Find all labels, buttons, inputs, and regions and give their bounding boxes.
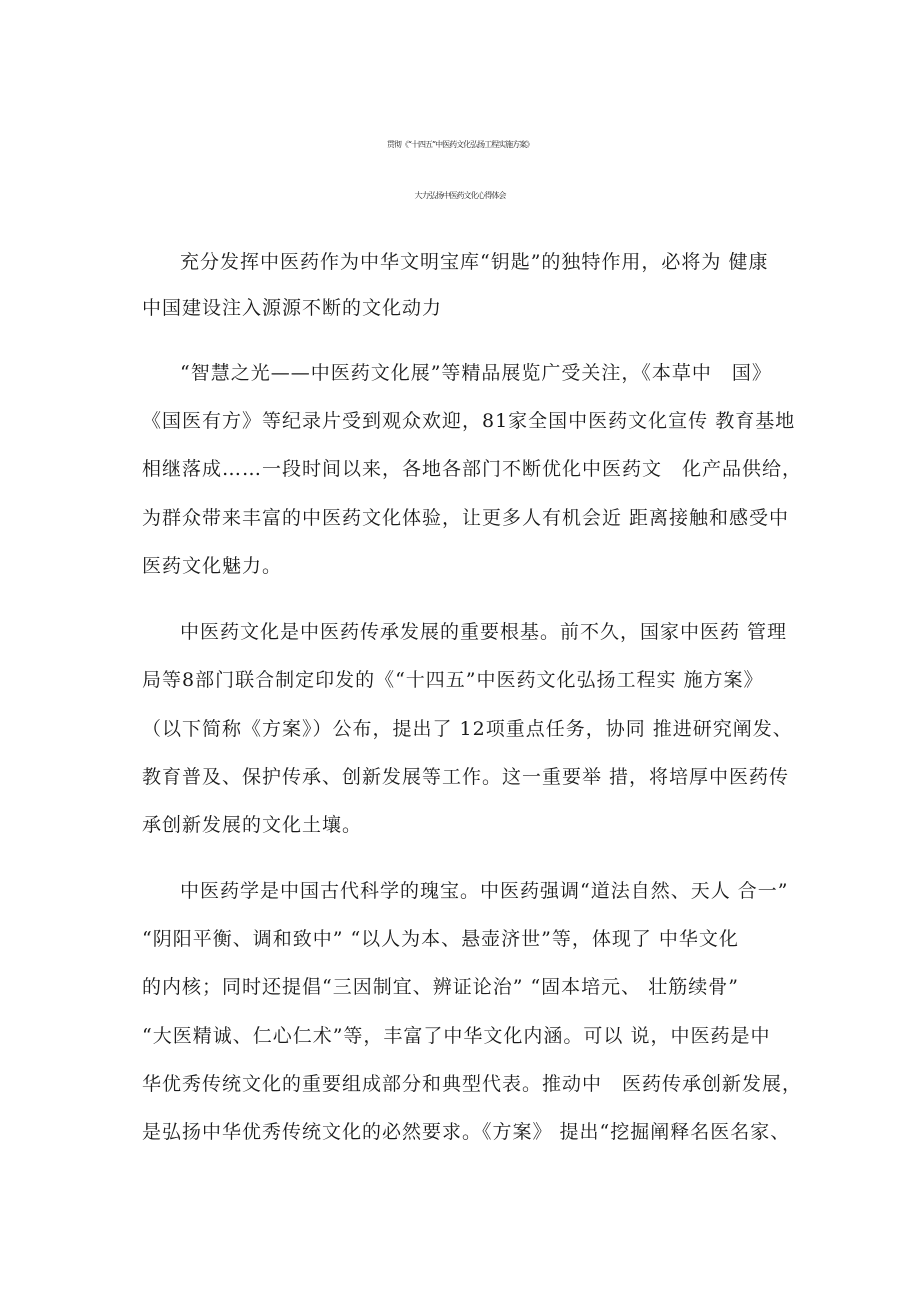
paragraph-1-line-1: 充分发挥中医药作为中华文明宝库“钥匙”的独特作用，必将为 健康 <box>180 251 769 273</box>
document-title-line-1: 贯彻《“十四五”中医药文化弘扬工程实施方案》 <box>386 140 534 149</box>
paragraph-3-line-1: 中医药文化是中医药传承发展的重要根基。前不久，国家中医药 管理 <box>180 621 788 643</box>
paragraph-1-line-2: 中国建设注入源源不断的文化动力 <box>142 297 443 319</box>
paragraph-4-line-1: 中医药学是中国古代科学的瑰宝。中医药强调“道法自然、天人 合一” <box>180 880 789 902</box>
paragraph-2-line-1: “智慧之光——中医药文化展”等精品展览广受关注，《本草中 国》 <box>180 362 772 384</box>
paragraph-3-line-4: 教育普及、保护传承、创新发展等工作。这一重要举 措，将培厚中医药传 <box>142 766 790 788</box>
paragraph-2-line-3: 相继落成……一段时间以来，各地各部门不断优化中医药文 化产品供给， <box>142 458 803 480</box>
paragraph-4-line-4: “大医精诚、仁心仁术”等，丰富了中华文化内涵。可以 说，中医药是中 <box>142 1025 771 1047</box>
paragraph-4-line-6: 是弘扬中华优秀传统文化的必然要求。《方案》 提出“挖掘阐释名医名家、 <box>142 1121 791 1143</box>
paragraph-2-line-5: 医药文化魅力。 <box>142 555 283 577</box>
paragraph-4-line-2: “阴阳平衡、调和致中” “以人为本、悬壶济世”等，体现了 中华文化 <box>142 928 739 950</box>
paragraph-3-line-2: 局等8部门联合制定印发的《“十四五”中医药文化弘扬工程实 施方案》 <box>142 669 764 691</box>
document-title-line-2: 大力弘扬中医药文化心得体会 <box>414 191 506 200</box>
paragraph-3-line-5: 承创新发展的文化土壤。 <box>142 814 363 836</box>
paragraph-4-line-5: 华优秀传统文化的重要组成部分和典型代表。推动中 医药传承创新发展， <box>142 1073 803 1095</box>
paragraph-2-line-2: 《国医有方》等纪录片受到观众欢迎，81家全国中医药文化宣传 教育基地 <box>142 410 796 432</box>
paragraph-2-line-4: 为群众带来丰富的中医药文化体验，让更多人有机会近 距离接触和感受中 <box>142 507 790 529</box>
paragraph-3-line-3: （以下简称《方案》）公布，提出了 12项重点任务，协同 推进研究阐发、 <box>142 718 793 740</box>
paragraph-4-line-3: 的内核；同时还提倡“三因制宜、辨证论治” “固本培元、 壮筋续骨” <box>142 976 739 998</box>
